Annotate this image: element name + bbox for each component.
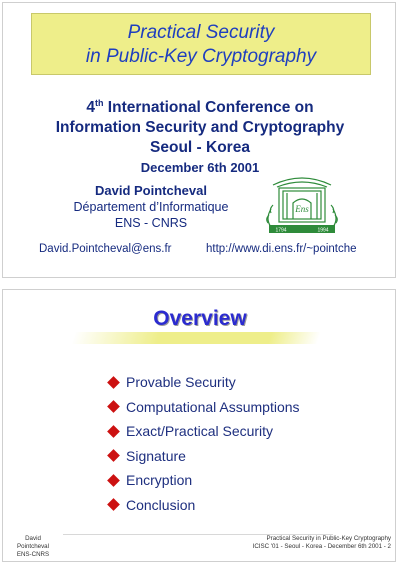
svg-text:Ens: Ens [295, 204, 309, 214]
bullet-text: Conclusion [126, 496, 196, 513]
conference-ordinal-suffix: th [94, 98, 104, 108]
footer-talk-venue-page: ICISC '01 - Seoul - Korea - December 6th 2001 - 2 [252, 543, 391, 550]
conference-info [3, 93, 397, 177]
logo-year-right: 1994 [317, 227, 329, 234]
conference-location: Seoul - Korea [150, 139, 250, 156]
bullet-text: Computational Assumptions [126, 398, 300, 415]
list-item [107, 468, 300, 493]
logo-year-left: 1794 [275, 227, 287, 234]
overview-slide [2, 289, 396, 562]
bullet-text: Exact/Practical Security [126, 423, 274, 440]
overview-title: Overview [153, 307, 247, 330]
footer-author-org: ENS-CNRS [16, 551, 50, 558]
conference-line1 [3, 93, 397, 118]
red-diamond-bullet-icon [107, 498, 120, 511]
title-highlight-stripe [71, 332, 321, 344]
author-department: Département d’Informatique [73, 200, 229, 214]
title-slide [2, 2, 396, 278]
author-name: David Pointcheval [95, 183, 207, 198]
author-homepage-link[interactable]: http://www.di.ens.fr/~pointche [206, 243, 357, 255]
conference-ordinal: 4 [86, 99, 95, 116]
author-block [51, 183, 251, 231]
conference-date: December 6th 2001 [140, 160, 260, 175]
presentation-title-line1: Practical Security [127, 22, 275, 43]
red-diamond-bullet-icon [107, 425, 120, 438]
footer-author-name: David Pointcheval [17, 535, 49, 550]
red-diamond-bullet-icon [107, 400, 120, 413]
presentation-title-line2: in Public-Key Cryptography [85, 46, 317, 67]
footer-author [13, 535, 53, 559]
bullet-text: Signature [126, 447, 186, 464]
red-diamond-bullet-icon [107, 474, 120, 487]
ens-building-seal-icon [263, 175, 341, 237]
conference-line1-rest: International Conference on [103, 99, 314, 116]
presentation-title-box [31, 13, 371, 75]
conference-line2: Information Security and Cryptography [55, 119, 345, 136]
red-diamond-bullet-icon [107, 449, 120, 462]
bullet-text: Provable Security [126, 374, 236, 391]
overview-bullet-list [107, 370, 300, 517]
list-item [107, 493, 300, 518]
list-item [107, 395, 300, 420]
red-diamond-bullet-icon [107, 376, 120, 389]
author-organization: ENS - CNRS [114, 216, 188, 230]
list-item [107, 419, 300, 444]
list-item [107, 444, 300, 469]
bullet-text: Encryption [126, 472, 193, 489]
footer-talk-info [253, 535, 391, 551]
footer-talk-title: Practical Security in Public-Key Cryptography [266, 535, 391, 542]
author-email-link[interactable]: David.Pointcheval@ens.fr [39, 243, 172, 255]
list-item [107, 370, 300, 395]
